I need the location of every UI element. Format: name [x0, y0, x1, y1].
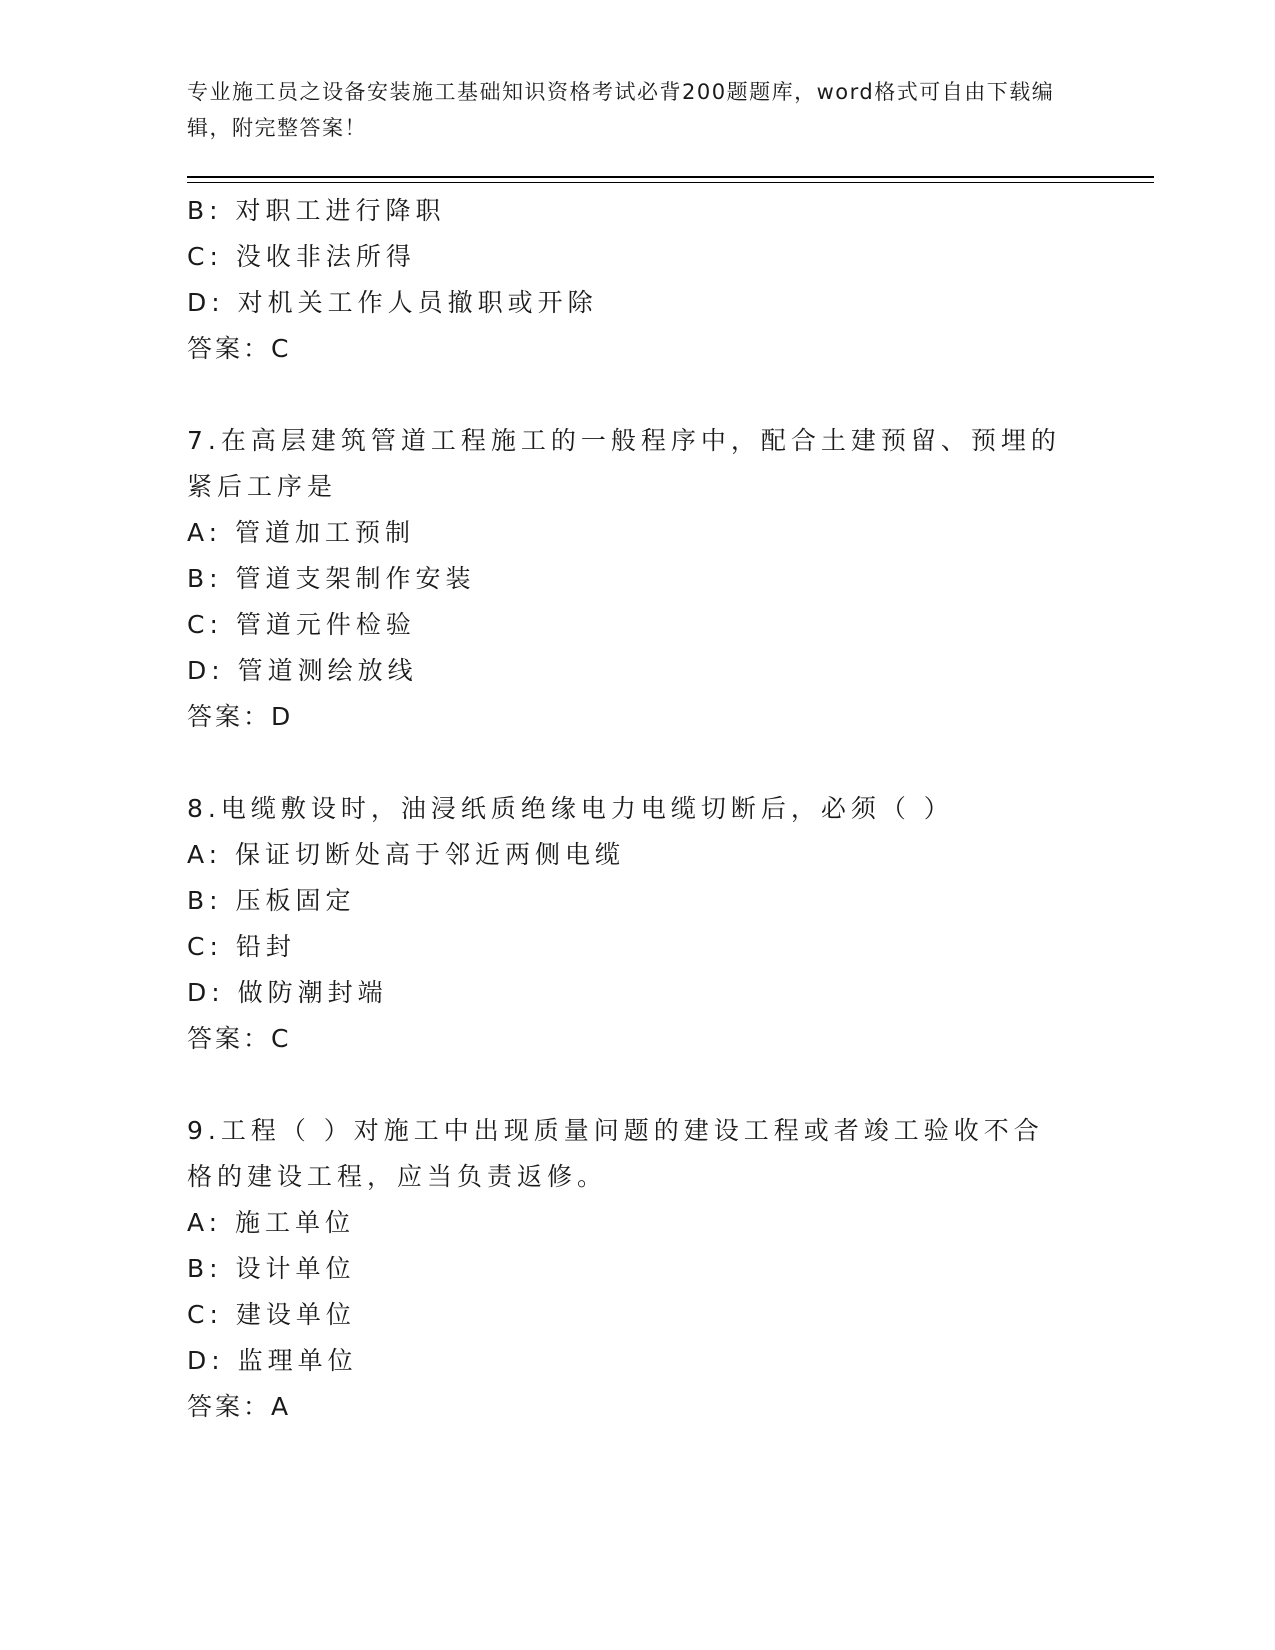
question-9	[187, 1108, 1087, 1430]
option-b: B: 管道支架制作安装	[187, 564, 476, 593]
question-list	[187, 188, 1087, 1430]
answer-line	[187, 694, 1087, 740]
question-stem: 7.在高层建筑管道工程施工的一般程序中，配合土建预留、预埋的紧后工序是	[187, 426, 1061, 501]
answer-line	[187, 326, 1087, 372]
option-c: C: 建设单位	[187, 1300, 356, 1329]
option-b: B: 对职工进行降职	[187, 196, 446, 225]
answer-label: 答案：	[187, 1024, 272, 1053]
header-rule-thin	[187, 182, 1154, 183]
question-spacer	[187, 740, 1087, 786]
option-b: B: 压板固定	[187, 886, 356, 915]
option-c: C: 管道元件检验	[187, 610, 416, 639]
question-spacer	[187, 1062, 1087, 1108]
option-d: D: 管道测绘放线	[187, 656, 418, 685]
answer-label: 答案：	[187, 1392, 272, 1421]
answer-value: A	[271, 1392, 294, 1421]
question-spacer	[187, 372, 1087, 418]
question-6-continued	[187, 188, 1087, 372]
option-c: C: 铅封	[187, 932, 296, 961]
answer-value: C	[271, 1024, 294, 1053]
option-d: D: 做防潮封端	[187, 978, 388, 1007]
answer-line	[187, 1384, 1087, 1430]
answer-line	[187, 1016, 1087, 1062]
option-a: A: 管道加工预制	[187, 518, 416, 547]
option-d: D: 监理单位	[187, 1346, 358, 1375]
question-stem: 9.工程（ ）对施工中出现质量问题的建设工程或者竣工验收不合格的建设工程，应当负责返修。	[187, 1116, 1044, 1191]
option-a: A: 施工单位	[187, 1208, 356, 1237]
header-rule-thick	[187, 176, 1154, 178]
question-7	[187, 418, 1087, 740]
option-d: D: 对机关工作人员撤职或开除	[187, 288, 598, 317]
question-stem: 8.电缆敷设时，油浸纸质绝缘电力电缆切断后，必须（ ）	[187, 794, 954, 823]
answer-value: C	[271, 334, 294, 363]
document-header: 专业施工员之设备安装施工基础知识资格考试必背200题题库，word格式可自由下载编辑，附完整答案！	[187, 80, 1055, 140]
option-b: B: 设计单位	[187, 1254, 356, 1283]
option-a: A: 保证切断处高于邻近两侧电缆	[187, 840, 626, 869]
answer-label: 答案：	[187, 334, 272, 363]
answer-value: D	[271, 702, 296, 731]
question-8	[187, 786, 1087, 1062]
answer-label: 答案：	[187, 702, 272, 731]
option-c: C: 没收非法所得	[187, 242, 416, 271]
